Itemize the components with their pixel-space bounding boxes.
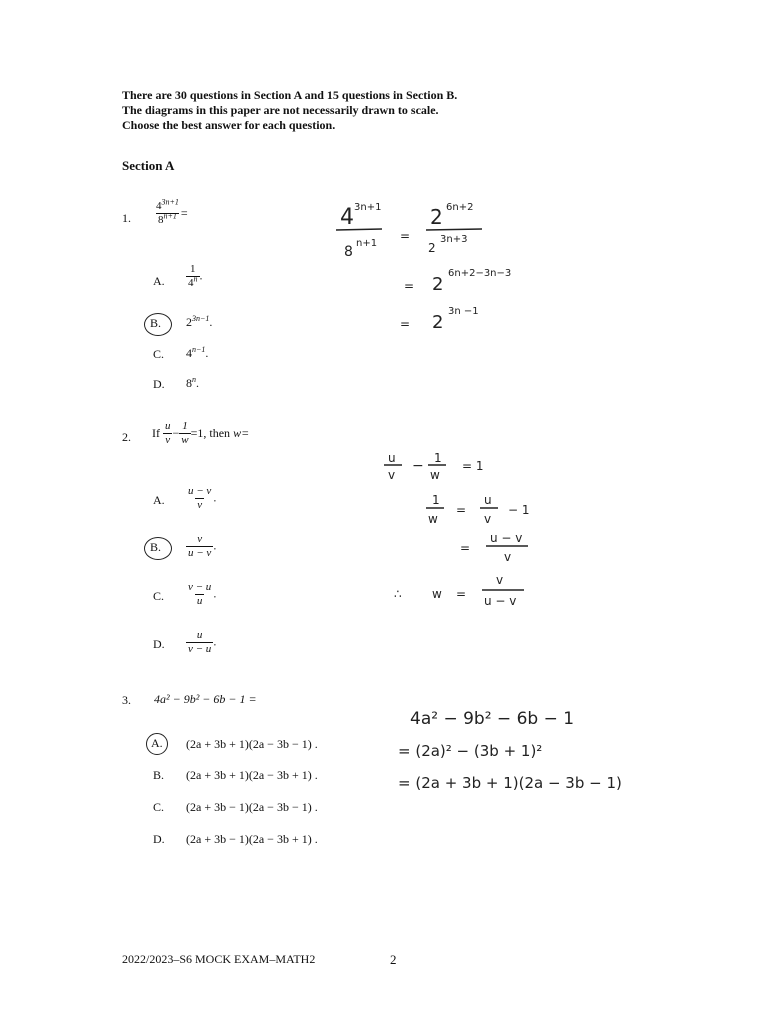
- instruction-line: Choose the best answer for each question.: [122, 118, 336, 132]
- hw-line: = 1: [462, 459, 484, 473]
- stem-target: w=: [233, 426, 250, 440]
- hw-line: 1: [434, 451, 442, 465]
- footer-exam-title: 2022/2023–S6 MOCK EXAM–MATH2: [122, 952, 316, 966]
- option-d[interactable]: [186, 376, 199, 391]
- option-c[interactable]: (2a + 3b − 1)(2a − 3b − 1) .: [186, 800, 318, 814]
- option-exp: n−1: [192, 345, 206, 354]
- option-den: u: [196, 595, 203, 607]
- hw-line: 3n+1: [354, 202, 382, 213]
- stem-den-base: 8: [158, 214, 164, 226]
- page-number: 2: [390, 952, 397, 967]
- stem-b-den: w: [181, 434, 189, 446]
- hw-line: v: [496, 573, 504, 587]
- option-base: 4: [186, 346, 192, 360]
- section-title: Section A: [122, 158, 175, 173]
- option-letter: C.: [153, 589, 165, 603]
- option-letter: C.: [153, 800, 165, 814]
- hw-line: v: [388, 468, 396, 482]
- option-suffix: .: [213, 634, 217, 649]
- option-base: 2: [186, 315, 192, 329]
- option-den: v: [197, 499, 203, 511]
- option-b[interactable]: (2a + 3b + 1)(2a − 3b + 1) .: [186, 768, 318, 782]
- option-exp: 3n−1: [192, 314, 210, 323]
- question-1-stem: [154, 197, 188, 227]
- option-num: 1: [190, 263, 196, 275]
- hw-line: 3n+3: [440, 234, 468, 245]
- hw-line: n+1: [356, 238, 378, 249]
- question-number: 3.: [122, 693, 131, 707]
- hw-line: =: [460, 541, 471, 555]
- option-a[interactable]: (2a + 3b + 1)(2a − 3b − 1) .: [186, 737, 318, 751]
- stem-a-num: u: [165, 420, 171, 432]
- stem-den-exp: n+1: [163, 211, 177, 221]
- option-suffix: .: [196, 376, 199, 390]
- option-exp: n: [192, 375, 196, 384]
- hw-line: = (2a)² − (3b + 1)²: [398, 742, 543, 760]
- stem-prefix: If: [152, 426, 160, 440]
- hw-line: =: [400, 317, 411, 331]
- handwritten-working-q3: [392, 700, 652, 800]
- option-letter: A.: [153, 493, 165, 507]
- option-den: v − u: [188, 643, 212, 655]
- instructions: [122, 88, 457, 133]
- hw-line: =: [404, 279, 415, 293]
- option-letter: C.: [153, 347, 165, 361]
- stem-a-den: v: [165, 434, 171, 446]
- option-num: u: [196, 629, 203, 641]
- option-d[interactable]: [186, 629, 216, 656]
- option-letter: D.: [153, 377, 165, 391]
- option-a[interactable]: [186, 485, 216, 512]
- hw-line: 4: [340, 205, 354, 230]
- hw-line: = (2a + 3b + 1)(2a − 3b − 1): [398, 774, 622, 792]
- hw-line: 6n+2−3n−3: [448, 268, 512, 279]
- stem-num-exp: 3n+1: [161, 197, 179, 207]
- stem-b-num: 1: [182, 420, 188, 432]
- handwritten-working-q1: [330, 192, 570, 342]
- hw-line: 2: [432, 312, 444, 333]
- option-suffix: .: [199, 268, 203, 283]
- option-num: u − v: [188, 485, 212, 497]
- option-suffix: .: [205, 346, 209, 360]
- hw-line: u − v: [484, 594, 517, 608]
- hw-line: ∴: [394, 587, 402, 601]
- hw-line: 2: [432, 274, 444, 295]
- handwritten-working-q2: [380, 448, 560, 616]
- hw-line: u − v: [490, 531, 523, 545]
- hw-line: 1: [432, 493, 440, 507]
- hw-line: u: [484, 493, 492, 507]
- option-letter: D.: [153, 832, 165, 846]
- hw-line: v: [504, 550, 512, 564]
- option-suffix: .: [213, 586, 217, 601]
- option-a[interactable]: [186, 263, 203, 290]
- hw-line: 2: [430, 205, 443, 229]
- instruction-line: The diagrams in this paper are not necessarily drawn to scale.: [122, 103, 439, 117]
- hw-line: − 1: [508, 503, 530, 517]
- option-c[interactable]: [186, 581, 216, 608]
- option-b[interactable]: [186, 533, 216, 560]
- option-letter: B.: [153, 768, 165, 782]
- hw-line: u: [388, 451, 396, 465]
- question-3-stem: 4a² − 9b² − 6b − 1 =: [154, 692, 257, 706]
- option-base: 8: [186, 376, 192, 390]
- option-b[interactable]: [186, 315, 212, 330]
- question-number: 2.: [122, 430, 131, 444]
- option-c[interactable]: [186, 346, 208, 361]
- option-letter: D.: [153, 637, 165, 651]
- stem-suffix: =1, then: [190, 426, 231, 440]
- option-letter: B.: [150, 540, 162, 554]
- hw-line: v: [484, 512, 492, 526]
- question-2-stem: [152, 420, 249, 447]
- stem-num-base: 4: [156, 200, 162, 212]
- hw-line: w: [428, 512, 438, 526]
- hw-line: −: [412, 458, 424, 474]
- hw-line: =: [456, 503, 467, 517]
- option-num: v: [197, 533, 203, 545]
- stem-suffix: =: [180, 206, 188, 221]
- hw-line: 8: [344, 244, 353, 260]
- option-suffix: .: [213, 538, 217, 553]
- hw-line: 2: [428, 241, 436, 255]
- hw-line: w: [432, 587, 442, 601]
- option-suffix: .: [213, 490, 217, 505]
- hw-line: =: [400, 229, 411, 243]
- option-letter: A.: [153, 274, 165, 288]
- hw-line: 6n+2: [446, 202, 474, 213]
- option-letter: A.: [151, 736, 163, 750]
- option-suffix: .: [209, 315, 213, 329]
- hw-line: =: [456, 587, 467, 601]
- option-den-exp: n: [193, 274, 198, 284]
- question-number: 1.: [122, 211, 131, 225]
- option-den-base: 4: [188, 277, 194, 289]
- option-letter: B.: [150, 316, 162, 330]
- option-d[interactable]: (2a + 3b − 1)(2a − 3b + 1) .: [186, 832, 318, 846]
- hw-line: w: [430, 468, 440, 482]
- hw-line: 3n −1: [448, 306, 479, 317]
- option-num: v − u: [188, 581, 212, 593]
- hw-line: 4a² − 9b² − 6b − 1: [410, 709, 575, 729]
- option-den: u − v: [188, 547, 212, 559]
- instruction-line: There are 30 questions in Section A and 15 questions in Section B.: [122, 88, 458, 102]
- stem-minus: −: [172, 426, 180, 440]
